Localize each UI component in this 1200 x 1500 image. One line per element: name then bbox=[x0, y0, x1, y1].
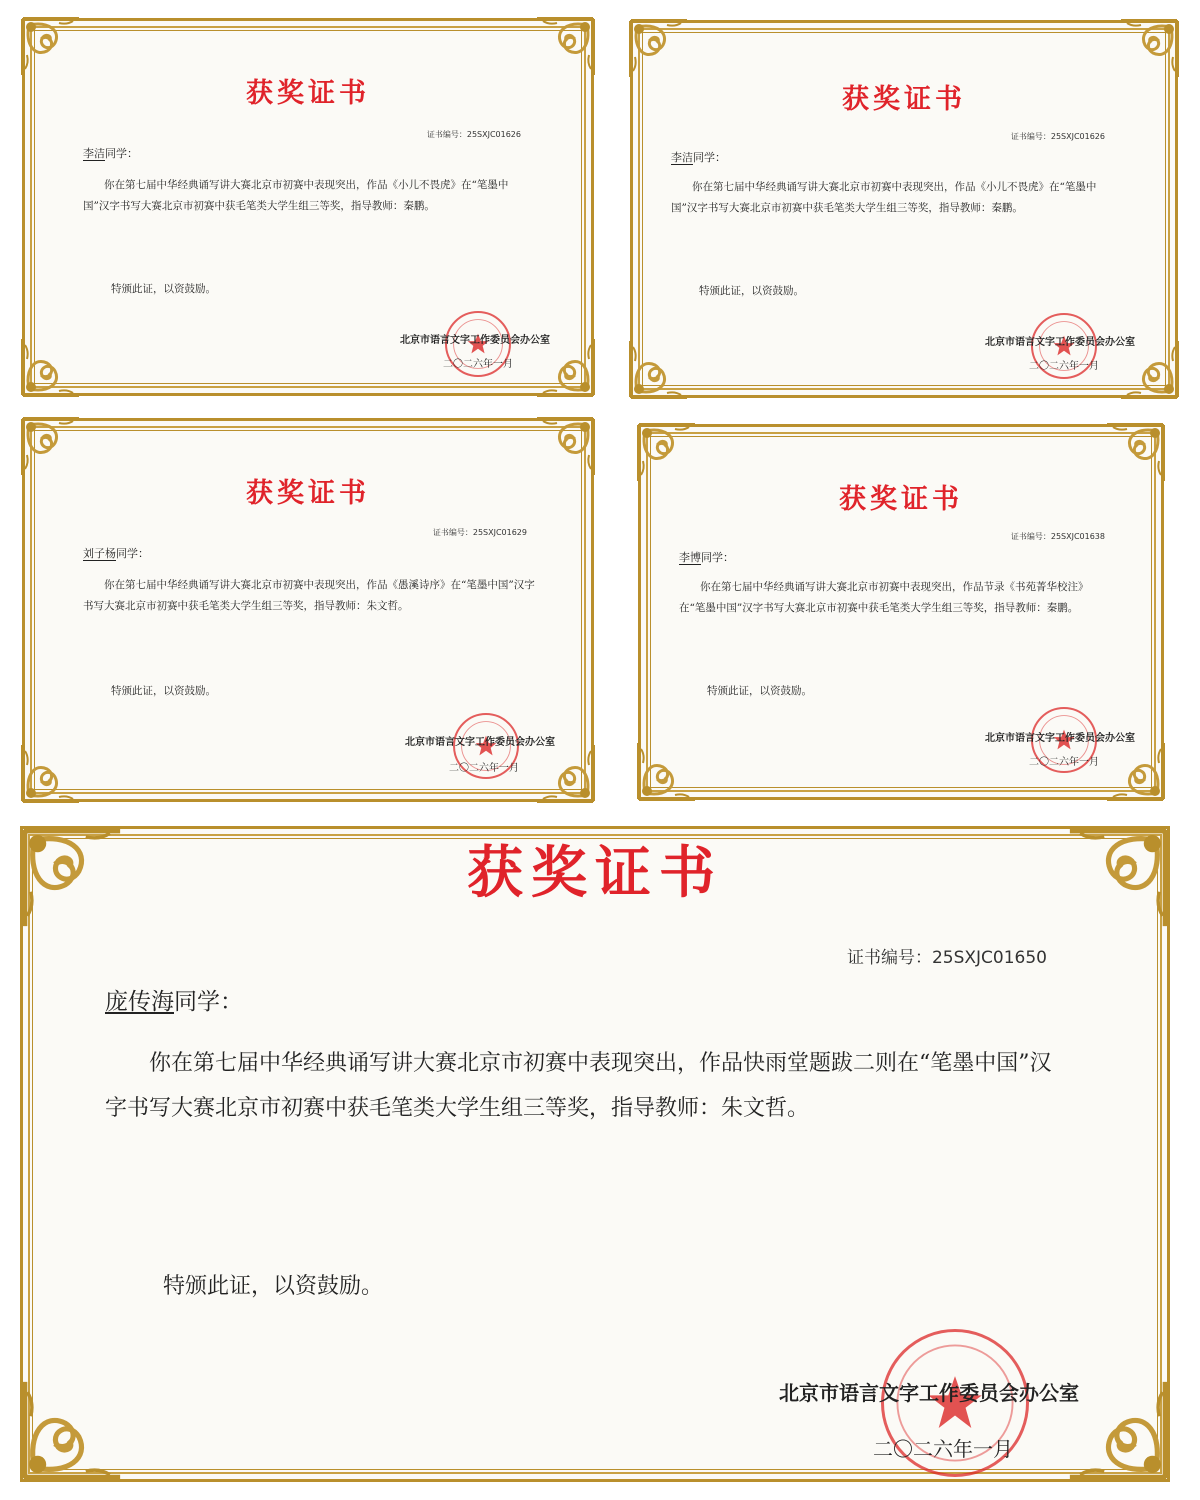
closing-text: 特颁此证，以资鼓励。 bbox=[699, 285, 804, 297]
student-name: 李洁 bbox=[671, 151, 693, 164]
ornament-corner-icon bbox=[17, 1375, 127, 1485]
ornament-corner-icon bbox=[19, 15, 83, 79]
ornament-corner-icon bbox=[19, 335, 83, 399]
ornament-corner-icon bbox=[1117, 17, 1181, 81]
certificate-title: 获奖证书 bbox=[839, 484, 963, 515]
certificate-3 bbox=[22, 418, 594, 802]
ornament-corner-icon bbox=[1103, 421, 1167, 485]
certificate-number: 证书编号：25SXJC01626 bbox=[1010, 132, 1105, 141]
salute-suffix: 同学： bbox=[105, 147, 138, 160]
salutation bbox=[671, 149, 726, 165]
ornament-corner-icon bbox=[635, 739, 699, 803]
salute-suffix: 同学： bbox=[116, 547, 149, 560]
ornament-corner-icon bbox=[19, 741, 83, 805]
certificate-number: 证书编号：25SXJC01650 bbox=[846, 948, 1047, 968]
award-body-text: 你在第七届中华经典诵写讲大赛北京市初赛中表现突出，作品《小儿不畏虎》在“笔墨中国”汉字书写大赛北京市初赛中获毛笔类大学生组三等奖，指导教师：秦鹏。 bbox=[671, 181, 1097, 214]
ornament-corner-icon bbox=[533, 741, 597, 805]
ornament-corner-icon bbox=[627, 17, 691, 81]
salute-suffix: 同学： bbox=[174, 989, 243, 1015]
salutation bbox=[679, 549, 734, 565]
ornament-corner-icon bbox=[1063, 1375, 1173, 1485]
student-name: 庞传海 bbox=[105, 989, 174, 1015]
certificate-title: 获奖证书 bbox=[246, 478, 370, 509]
award-body-text: 你在第七届中华经典诵写讲大赛北京市初赛中表现突出，作品《小儿不畏虎》在“笔墨中国”汉字书写大赛北京市初赛中获毛笔类大学生组三等奖，指导教师：秦鹏。 bbox=[83, 179, 509, 212]
certificate-title: 获奖证书 bbox=[246, 78, 370, 109]
issuer-name: 北京市语言文字工作委员会办公室 bbox=[985, 337, 1135, 348]
issue-date: 二〇二六年一月 bbox=[449, 763, 519, 774]
issue-date: 二〇二六年一月 bbox=[443, 359, 513, 370]
certificate-2 bbox=[630, 20, 1178, 398]
issue-date: 二〇二六年一月 bbox=[873, 1437, 1013, 1461]
ornament-corner-icon bbox=[533, 15, 597, 79]
student-name: 李博 bbox=[679, 551, 701, 564]
salute-suffix: 同学： bbox=[701, 551, 734, 564]
issuer-name: 北京市语言文字工作委员会办公室 bbox=[405, 737, 555, 748]
ornament-corner-icon bbox=[1103, 739, 1167, 803]
issue-date: 二〇二六年一月 bbox=[1029, 361, 1099, 372]
ornament-corner-icon bbox=[627, 337, 691, 401]
certificate-title: 获奖证书 bbox=[467, 841, 723, 906]
certificate-number: 证书编号：25SXJC01638 bbox=[1010, 532, 1105, 541]
closing-text: 特颁此证，以资鼓励。 bbox=[111, 283, 216, 295]
issuer-name: 北京市语言文字工作委员会办公室 bbox=[400, 335, 550, 346]
certificate-1 bbox=[22, 18, 594, 396]
certificate-4 bbox=[638, 424, 1164, 800]
salute-suffix: 同学： bbox=[693, 151, 726, 164]
closing-text: 特颁此证，以资鼓励。 bbox=[707, 685, 812, 697]
award-body-text: 你在第七届中华经典诵写讲大赛北京市初赛中表现突出，作品快雨堂题跋二则在“笔墨中国”汉字书写大赛北京市初赛中获毛笔类大学生组三等奖，指导教师：朱文哲。 bbox=[105, 1051, 1052, 1121]
salutation bbox=[83, 545, 149, 561]
ornament-corner-icon bbox=[19, 415, 83, 479]
certificate-number: 证书编号：25SXJC01626 bbox=[426, 130, 521, 139]
closing-text: 特颁此证，以资鼓励。 bbox=[163, 1274, 384, 1299]
ornament-corner-icon bbox=[635, 421, 699, 485]
award-body-text: 你在第七届中华经典诵写讲大赛北京市初赛中表现突出，作品《愚溪诗序》在“笔墨中国”汉字书写大赛北京市初赛中获毛笔类大学生组三等奖，指导教师：朱文哲。 bbox=[83, 579, 535, 612]
student-name: 李洁 bbox=[83, 147, 105, 160]
certificate-title: 获奖证书 bbox=[842, 84, 966, 115]
student-name: 刘子杨 bbox=[83, 547, 116, 560]
closing-text: 特颁此证，以资鼓励。 bbox=[111, 685, 216, 697]
certificate-number: 证书编号：25SXJC01629 bbox=[432, 528, 527, 537]
issuer-name: 北京市语言文字工作委员会办公室 bbox=[985, 733, 1135, 744]
salutation bbox=[105, 983, 243, 1016]
issue-date: 二〇二六年一月 bbox=[1029, 757, 1099, 768]
certificate-5 bbox=[20, 826, 1170, 1482]
salutation bbox=[83, 145, 138, 161]
ornament-corner-icon bbox=[533, 415, 597, 479]
award-body-text: 你在第七届中华经典诵写讲大赛北京市初赛中表现突出，作品节录《书苑菁华校注》在“笔墨中国”汉字书写大赛北京市初赛中获毛笔类大学生组三等奖，指导教师：秦鹏。 bbox=[679, 581, 1089, 614]
issuer-name: 北京市语言文字工作委员会办公室 bbox=[779, 1381, 1079, 1405]
